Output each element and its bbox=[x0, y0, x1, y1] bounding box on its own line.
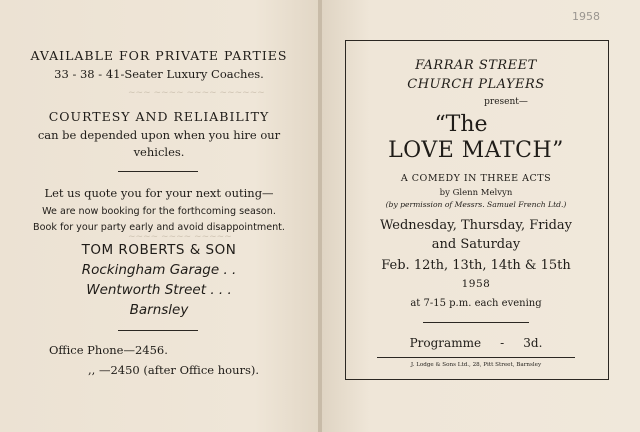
org-line-1: FARRAR STREET bbox=[415, 58, 537, 73]
programme-cover bbox=[345, 40, 607, 378]
booking-line: We are now booking for the forthcoming season. bbox=[42, 206, 276, 217]
company-name: TOM ROBERTS & SON bbox=[81, 242, 237, 258]
quote-line: Let us quote you for your next outing— bbox=[44, 186, 274, 200]
play-title-line-2: LOVE MATCH” bbox=[388, 138, 564, 163]
printer-credit: J. Lodge & Sons Ltd., 28, Pitt Street, Barnsley bbox=[410, 362, 542, 368]
org-line-2: CHURCH PLAYERS bbox=[407, 77, 545, 92]
performance-days-1: Wednesday, Thursday, Friday bbox=[379, 218, 573, 233]
after-hours-phone: ,, —2450 (after Office hours). bbox=[88, 363, 260, 377]
courtesy-heading: COURTESY AND RELIABILITY bbox=[48, 109, 270, 124]
performance-dates: Feb. 12th, 13th, 14th & 15th bbox=[381, 258, 571, 273]
pencil-year-annotation: 1958 bbox=[572, 10, 600, 23]
private-parties-heading: AVAILABLE FOR PRIVATE PARTIES bbox=[30, 48, 288, 63]
left-page bbox=[0, 0, 318, 432]
address-street: Wentworth Street . . . bbox=[86, 282, 232, 298]
divider-4 bbox=[377, 357, 575, 358]
play-title-line-1: “The bbox=[434, 112, 488, 137]
vehicles-line: vehicles. bbox=[133, 145, 185, 159]
performance-days-2: and Saturday bbox=[431, 237, 521, 252]
permission-note: (by permission of Messrs. Samuel French Ltd.) bbox=[385, 200, 567, 209]
address-garage: Rockingham Garage . . bbox=[81, 262, 237, 278]
office-phone: Office Phone—2456. bbox=[49, 343, 168, 357]
address-town: Barnsley bbox=[129, 302, 189, 318]
present-label: present— bbox=[484, 97, 528, 107]
bleed-through-text: ~~~~ ~~~~ ~~~~~ bbox=[128, 232, 232, 242]
play-subtitle: A COMEDY IN THREE ACTS bbox=[400, 173, 552, 184]
divider-2 bbox=[118, 330, 198, 331]
hire-line: can be depended upon when you hire our bbox=[37, 128, 281, 142]
play-author: by Glenn Melvyn bbox=[439, 188, 513, 198]
divider-1 bbox=[118, 171, 198, 172]
divider-3 bbox=[423, 322, 529, 323]
performance-time: at 7-15 p.m. each evening bbox=[410, 298, 542, 309]
coaches-line: 33 - 38 - 41-Seater Luxury Coaches. bbox=[54, 67, 264, 81]
programme-price: Programme - 3d. bbox=[409, 336, 543, 350]
book-early-line: Book for your party early and avoid disappointment. bbox=[33, 222, 285, 233]
bleed-through-text: ~~~ ~~~~ ~~~~ ~~~~~~ bbox=[128, 88, 265, 98]
performance-year: 1958 bbox=[461, 278, 491, 290]
